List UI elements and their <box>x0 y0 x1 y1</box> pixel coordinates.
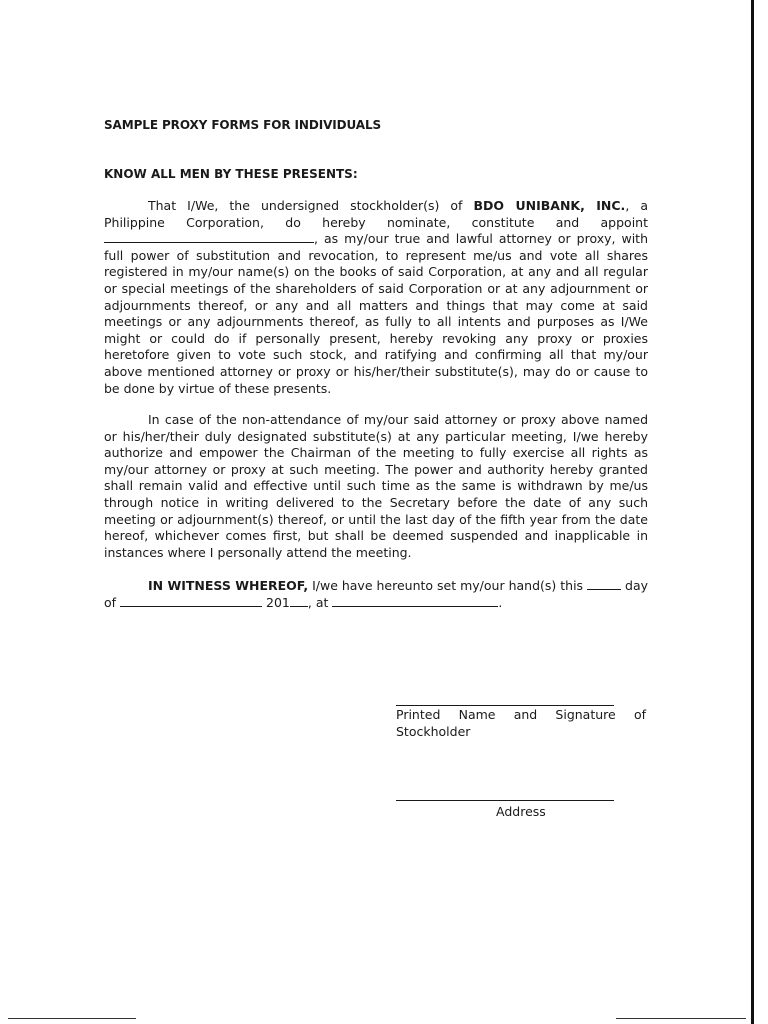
document-title: SAMPLE PROXY FORMS FOR INDIVIDUALS <box>104 118 382 132</box>
signature-label-row: Printed Name and Signature of <box>396 707 646 722</box>
place-blank[interactable] <box>332 595 498 607</box>
footer-line-right <box>616 1018 746 1019</box>
day-blank[interactable] <box>587 578 621 590</box>
at-text: , at <box>307 594 333 610</box>
witness-text1: I/we have hereunto set my/our hand(s) this <box>308 578 588 593</box>
company-name: BDO UNIBANK, INC. <box>473 198 626 213</box>
document-heading: KNOW ALL MEN BY THESE PRESENTS: <box>104 167 358 181</box>
month-blank[interactable] <box>120 595 262 607</box>
address-line[interactable] <box>396 800 614 801</box>
signature-line[interactable] <box>396 705 614 706</box>
para1-body: , as my/our true and lawful attorney or proxy, with full power of substitution and revocation, to represent me/us and vote all shares registered in my/our name(s) on the books of said Corporation, at any and all regular or special meetings of the shareholders of said Corporation or at any adjournment or adjournments thereof, or any and all matters and things that may come at said meetings or any adjournments thereof, as fully to all intents and purposes as I/We might or could do if personally present, hereby revoking any proxy or proxies heretofore given to vote such stock, and ratifying and confirming all that my/our above mentioned attorney or proxy or his/her/their substitute(s), may do or cause to be done by virtue of these presents. <box>104 231 648 396</box>
witness-end: . <box>498 594 503 610</box>
year-prefix: 201 <box>262 594 290 610</box>
stockholder-label: Stockholder <box>396 723 471 739</box>
paragraph-appointment <box>104 198 648 397</box>
paragraph-witness <box>104 578 648 611</box>
para1-rest: , a Philippine Corporation, do hereby nominate, constitute and appoint <box>104 198 648 230</box>
witness-text2: day of <box>104 578 649 610</box>
address-label: Address <box>496 804 546 819</box>
witness-bold: IN WITNESS WHEREOF, <box>148 578 309 593</box>
footer-line-left <box>8 1018 136 1019</box>
paragraph-non-attendance: In case of the non-attendance of my/our said attorney or proxy above named or his/her/their duly designated substitute(s) at any particular meeting, I/we hereby authorize and empower the Chairman of the meeting to fully exercise all rights as my/our attorney or proxy at such meeting. The power and authority hereby granted shall remain valid and effective until such time as the same is withdrawn by me/us through notice in writing delivered to the Secretary before the date of any such meeting or adjournment(s) thereof, or until the last day of the fifth year from the date hereof, whichever comes first, but shall be deemed suspended and inapplicable in instances where I personally attend the meeting. <box>104 412 648 560</box>
printed-name-signature-label <box>396 707 646 740</box>
proxy-name-blank[interactable] <box>104 231 314 243</box>
para1-lead: That I/We, the undersigned stockholder(s) of <box>148 198 474 213</box>
year-blank[interactable] <box>290 595 308 607</box>
page-edge-border <box>751 0 754 1024</box>
